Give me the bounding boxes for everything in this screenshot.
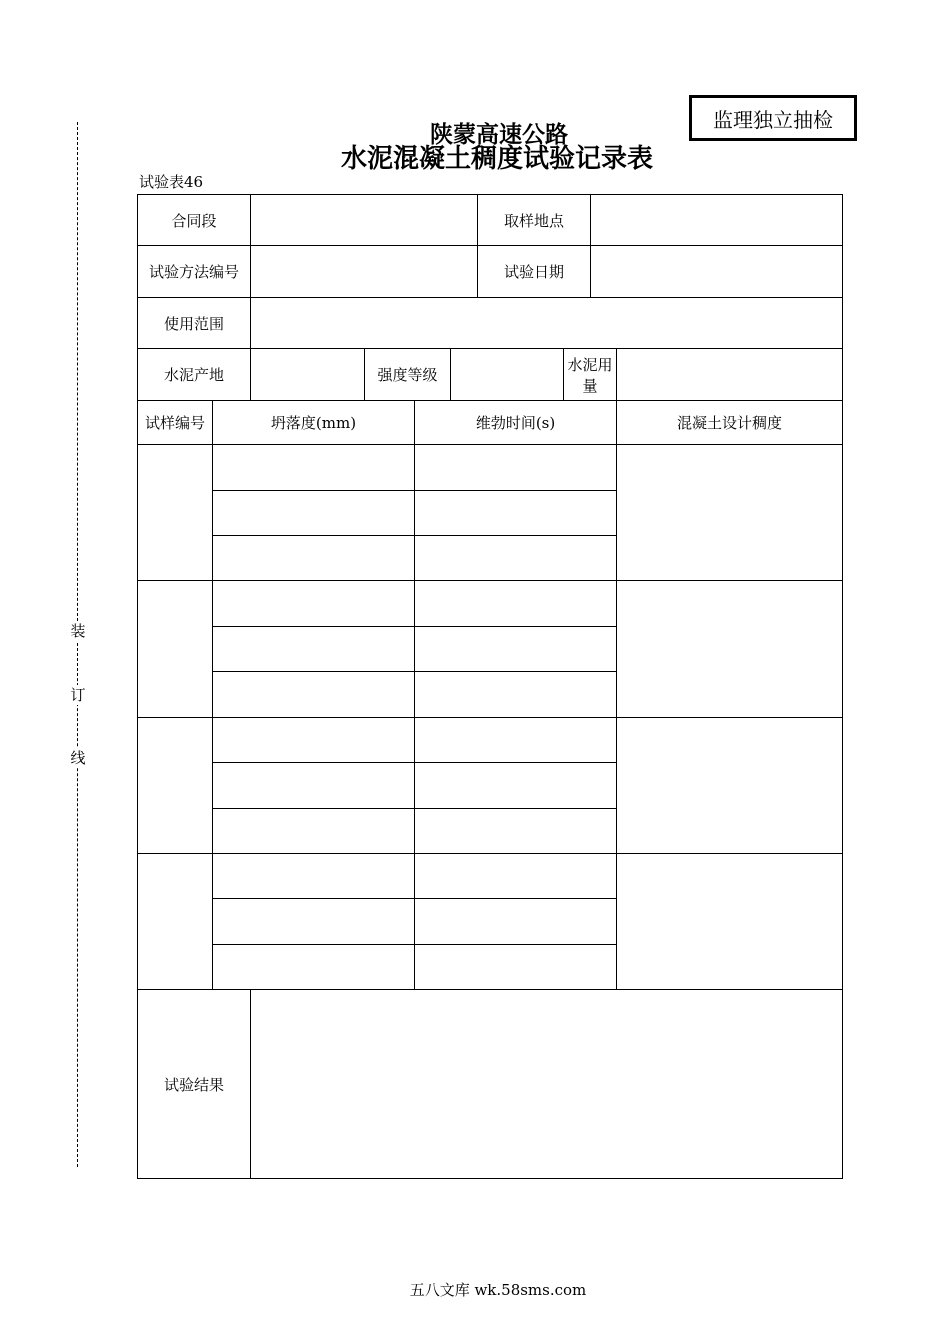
- form-code: 试验表46: [139, 173, 204, 191]
- supervision-stamp: 监理独立抽检: [689, 95, 857, 141]
- cell-vebe-time[interactable]: [415, 445, 617, 490]
- field-test-result[interactable]: [251, 990, 843, 1179]
- cell-slump[interactable]: [213, 944, 415, 989]
- table-row: [138, 581, 843, 626]
- field-scope-of-use[interactable]: [251, 297, 843, 348]
- cell-vebe-time[interactable]: [415, 808, 617, 853]
- column-header-row: [138, 400, 843, 444]
- header-design-consistency: 混凝土设计稠度: [617, 400, 843, 444]
- header-vebe-time: 维勃时间(s): [415, 400, 617, 444]
- cell-vebe-time[interactable]: [415, 899, 617, 944]
- cell-slump[interactable]: [213, 763, 415, 808]
- cell-slump[interactable]: [213, 672, 415, 717]
- cell-design-consistency[interactable]: [617, 445, 843, 581]
- row-cement: [138, 349, 843, 400]
- label-sampling-location: 取样地点: [478, 195, 591, 246]
- field-contract-section[interactable]: [251, 195, 478, 246]
- row-test-result: [138, 990, 843, 1179]
- cell-design-consistency[interactable]: [617, 853, 843, 989]
- cell-vebe-time[interactable]: [415, 853, 617, 898]
- field-cement-origin[interactable]: [251, 349, 365, 400]
- binding-char-xian: 线: [70, 749, 86, 767]
- cell-sample-no[interactable]: [138, 717, 213, 853]
- cell-slump[interactable]: [213, 853, 415, 898]
- cell-slump[interactable]: [213, 445, 415, 490]
- cell-slump[interactable]: [213, 490, 415, 535]
- cell-vebe-time[interactable]: [415, 490, 617, 535]
- binding-char-ding: 订: [70, 686, 86, 704]
- field-test-method-no[interactable]: [251, 246, 478, 297]
- label-scope-of-use: 使用范围: [138, 297, 251, 348]
- record-table: [137, 194, 843, 1179]
- binding-char-zhuang: 装: [70, 622, 86, 640]
- header-slump: 坍落度(mm): [213, 400, 415, 444]
- cell-vebe-time[interactable]: [415, 626, 617, 671]
- cell-design-consistency[interactable]: [617, 581, 843, 717]
- label-test-result: 试验结果: [138, 990, 251, 1179]
- row-contract: [138, 195, 843, 246]
- form-title: 水泥混凝土稠度试验记录表: [340, 144, 653, 174]
- cell-vebe-time[interactable]: [415, 763, 617, 808]
- cell-design-consistency[interactable]: [617, 717, 843, 853]
- row-method: [138, 246, 843, 297]
- cell-slump[interactable]: [213, 626, 415, 671]
- cell-slump[interactable]: [213, 581, 415, 626]
- label-contract-section: 合同段: [138, 195, 251, 246]
- table-row: [138, 717, 843, 762]
- footer-watermark: 五八文库 wk.58sms.com: [409, 1281, 587, 1299]
- cell-sample-no[interactable]: [138, 853, 213, 989]
- label-cement-amount: 水泥用量: [564, 349, 617, 400]
- field-test-date[interactable]: [591, 246, 843, 297]
- label-strength-grade: 强度等级: [365, 349, 451, 400]
- row-scope: [138, 297, 843, 348]
- cell-slump[interactable]: [213, 808, 415, 853]
- cell-vebe-time[interactable]: [415, 944, 617, 989]
- cell-vebe-time[interactable]: [415, 536, 617, 581]
- cell-slump[interactable]: [213, 717, 415, 762]
- project-title: 陕蒙高速公路: [430, 122, 568, 148]
- label-test-date: 试验日期: [478, 246, 591, 297]
- field-sampling-location[interactable]: [591, 195, 843, 246]
- table-row: [138, 445, 843, 490]
- cell-sample-no[interactable]: [138, 581, 213, 717]
- cell-vebe-time[interactable]: [415, 717, 617, 762]
- field-cement-amount[interactable]: [617, 349, 843, 400]
- cell-vebe-time[interactable]: [415, 581, 617, 626]
- header-sample-no: 试样编号: [138, 400, 213, 444]
- binding-line: [77, 122, 78, 1167]
- field-strength-grade[interactable]: [451, 349, 564, 400]
- label-cement-origin: 水泥产地: [138, 349, 251, 400]
- cell-slump[interactable]: [213, 536, 415, 581]
- cell-vebe-time[interactable]: [415, 672, 617, 717]
- cell-slump[interactable]: [213, 899, 415, 944]
- label-test-method-no: 试验方法编号: [138, 246, 251, 297]
- cell-sample-no[interactable]: [138, 445, 213, 581]
- table-row: [138, 853, 843, 898]
